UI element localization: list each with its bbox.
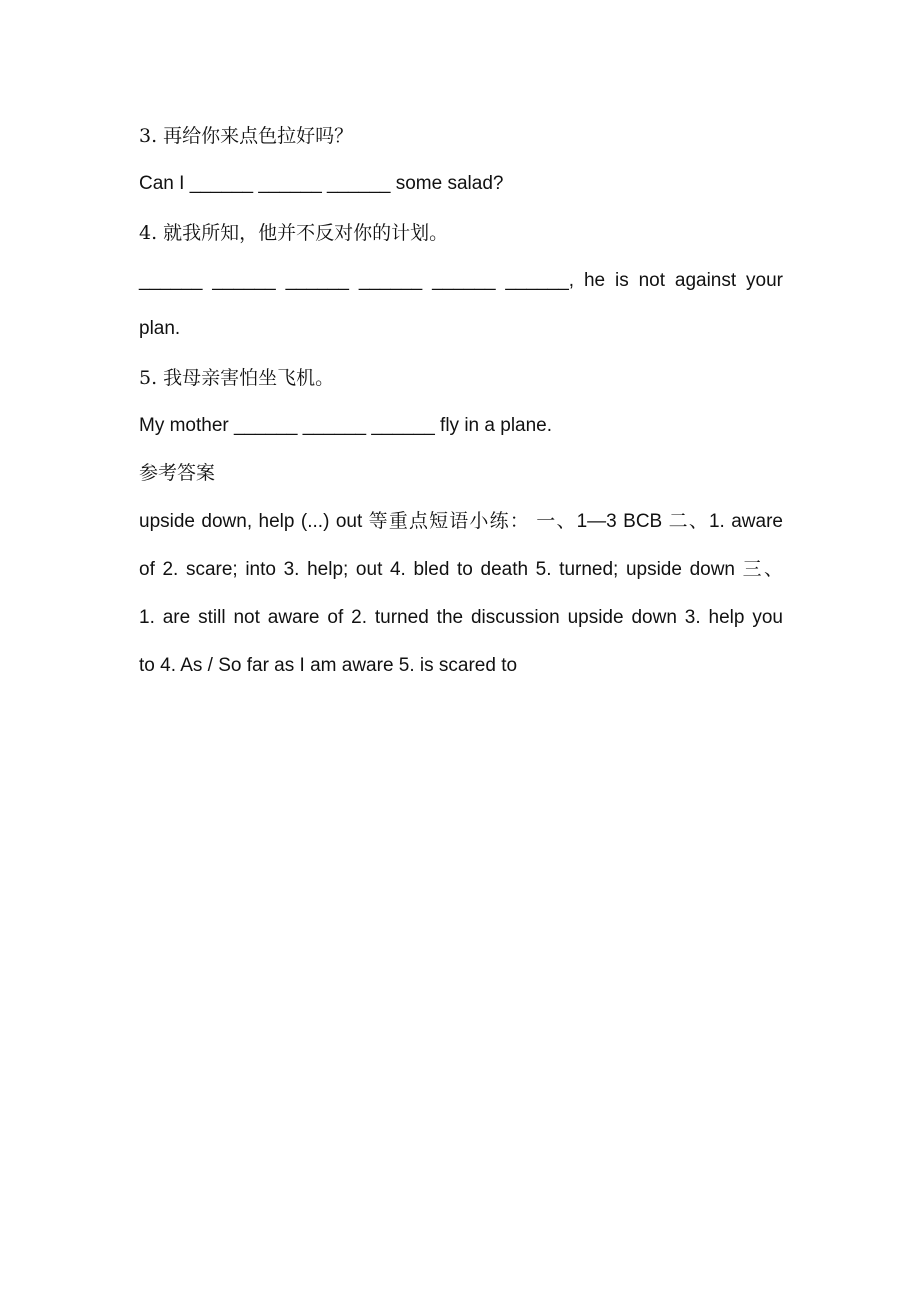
question-3-answer-line: Can I ______ ______ ______ some salad? bbox=[139, 173, 504, 194]
answers-line: 1. are still not aware of 2. turned the discussion upside down 3. help you bbox=[139, 607, 783, 628]
answers-line: upside down, help (...) out 等重点短语小练： 一、1—3 BCB 二、1. aware bbox=[139, 511, 783, 532]
question-5-prompt: 5. 我母亲害怕坐飞机。 bbox=[139, 367, 335, 389]
question-4-answer-line-cont: plan. bbox=[139, 318, 181, 339]
question-3-prompt: 3. 再给你来点色拉好吗？ bbox=[139, 125, 354, 147]
question-4-answer-line: ______ ______ ______ ______ ______ ______, he is not against your bbox=[139, 270, 783, 291]
answers-line: of 2. scare; into 3. help; out 4. bled to death 5. turned; upside down 三、 bbox=[139, 559, 783, 580]
answers-line: to 4. As / So far as I am aware 5. is scared to bbox=[139, 655, 518, 676]
question-4-prompt: 4. 就我所知，他并不反对你的计划。 bbox=[139, 222, 449, 244]
question-5-answer-line: My mother ______ ______ ______ fly in a plane. bbox=[139, 415, 553, 436]
answers-heading: 参考答案 bbox=[139, 462, 216, 484]
